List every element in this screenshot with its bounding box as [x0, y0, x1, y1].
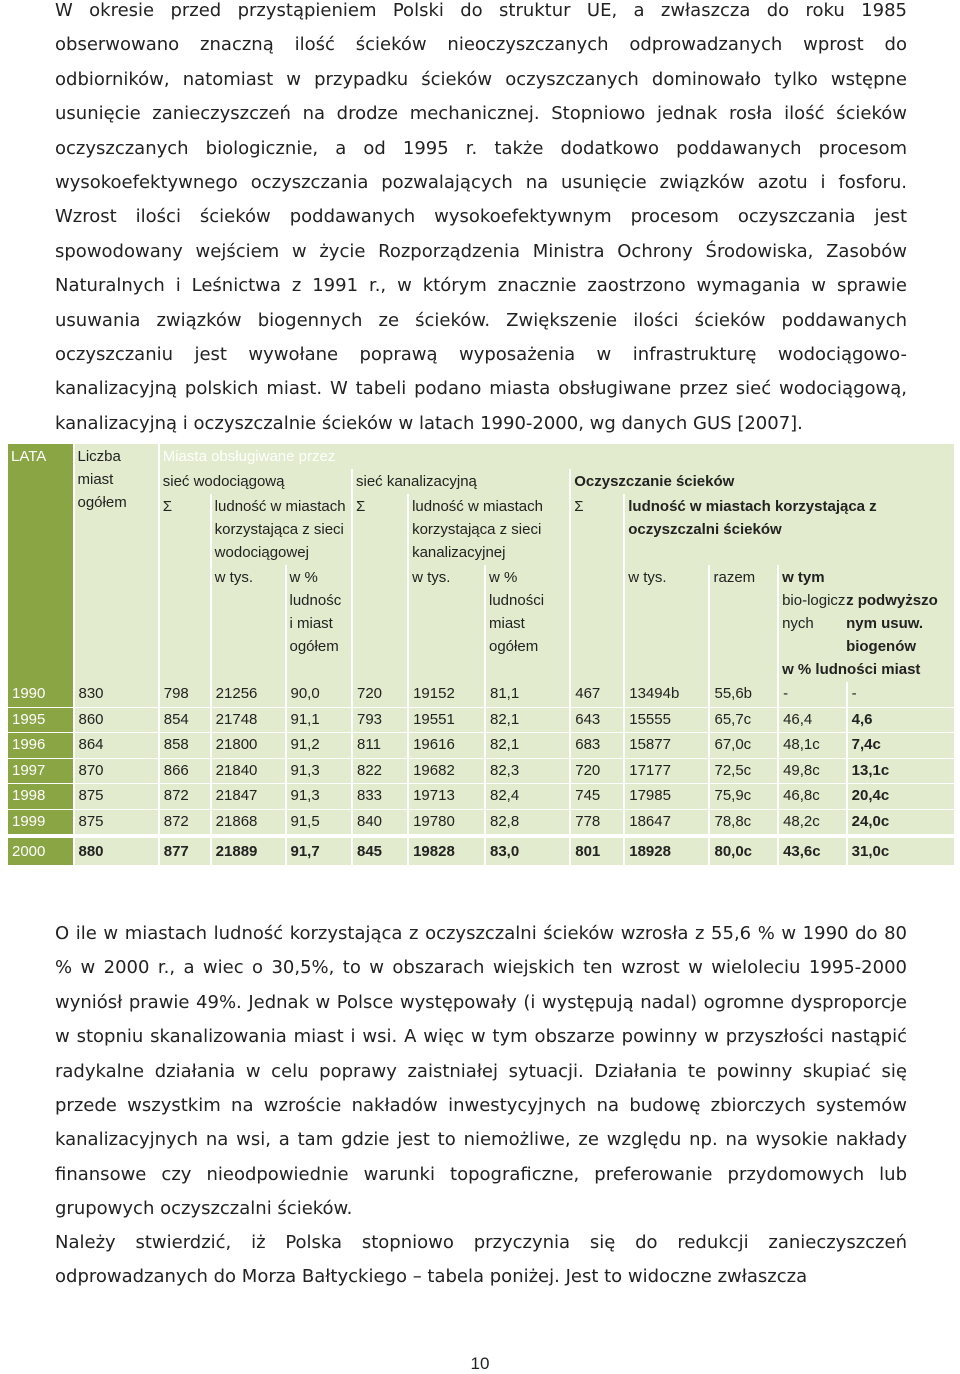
header-lata: LATA	[8, 444, 73, 682]
row-year: 1995	[8, 708, 73, 734]
table-cell: 875	[75, 810, 158, 836]
row-year: 2000	[8, 835, 73, 866]
table-cell: 21840	[212, 759, 285, 785]
table-cell: 83,0	[486, 835, 569, 866]
table-cell: 19828	[409, 835, 484, 866]
table-cell: 793	[353, 708, 407, 734]
table-cell: 18928	[625, 835, 708, 866]
table-cell: 65,7c	[710, 708, 777, 734]
table-cell: 75,9c	[710, 784, 777, 810]
table-cell: 91,7	[287, 835, 352, 866]
table-cell: 91,3	[287, 784, 352, 810]
header-liczba-miast: Liczba miast ogółem	[75, 444, 158, 682]
table-cell: 880	[75, 835, 158, 866]
paragraph-2: O ile w miastach ludność korzystająca z oczyszczalni ścieków wzrosła z 55,6 % w 1990 do 80 % w 2000 r., a wiec o 30,5%, to w obszarach wiejskich ten wzrost w wieloleciu 1995-2000 wyniósł prawie 49%. Jednak w Polsce występowały (i występują nadal) ogromne dysproporcje w stopniu skanalizowania miast i wsi. A więc w tym obszarze powinny w przyszłości nastąpić radykalne działania w celu poprawy zaistniałej sytuacji. Działania te powinny skupiać się przede wszystkim na wzroście nakładów inwestycyjnych na budowę zbiorczych systemów kanalizacyjnych na wsi, a tam gdzie jest to niemożliwe, ze względu np. na wysokie nakłady finansowe czy nieodpowiednie warunki topograficzne, preferowanie przydomowych lub grupowych oczyszczalni ścieków.	[55, 923, 907, 1220]
table-cell: 82,4	[486, 784, 569, 810]
table-cell: 798	[160, 682, 210, 708]
table-cell: 833	[353, 784, 407, 810]
table-cell: 745	[571, 784, 623, 810]
header-wtym: w tym	[782, 569, 825, 586]
header-biologicznych: bio-logicz nych	[782, 592, 846, 632]
header-siec-kanalizacyjna: sieć kanalizacyjną	[353, 469, 569, 494]
table-cell: 78,8c	[710, 810, 777, 836]
table-cell: 822	[353, 759, 407, 785]
table-cell: 46,8c	[779, 784, 846, 810]
table-cell: 19780	[409, 810, 484, 836]
table-cell: 24,0c	[848, 810, 954, 836]
table-cell: 872	[160, 784, 210, 810]
table-cell: 811	[353, 733, 407, 759]
table-cell: 19616	[409, 733, 484, 759]
table-cell: 18647	[625, 810, 708, 836]
table-cell: 840	[353, 810, 407, 836]
table-cell: 55,6b	[710, 682, 777, 708]
table-cell: 21868	[212, 810, 285, 836]
header-sigma-kan: Σ	[353, 494, 407, 682]
table-cell: 82,1	[486, 733, 569, 759]
table-cell: 80,0c	[710, 835, 777, 866]
table-cell: 49,8c	[779, 759, 846, 785]
table-cell: 643	[571, 708, 623, 734]
table-cell: 15877	[625, 733, 708, 759]
table-cell: 91,1	[287, 708, 352, 734]
header-oczyszczanie: Oczyszczanie ścieków	[571, 469, 954, 494]
table-cell: 720	[353, 682, 407, 708]
table-cell: 778	[571, 810, 623, 836]
table-cell: 82,3	[486, 759, 569, 785]
table-row	[8, 759, 954, 785]
header-miasta-obslugiwane: Miasta obsługiwane przez	[160, 444, 954, 469]
table-cell: 48,2c	[779, 810, 846, 836]
table-cell: 19152	[409, 682, 484, 708]
paragraph-3: Należy stwierdzić, iż Polska stopniowo przyczynia się do redukcji zanieczyszczeń odprowadzanych do Morza Bałtyckiego – tabela poniżej. Jest to widoczne zwłaszcza	[55, 1232, 907, 1288]
table-cell: 720	[571, 759, 623, 785]
table-cell: 43,6c	[779, 835, 846, 866]
table-cell: 845	[353, 835, 407, 866]
row-year: 1990	[8, 682, 73, 708]
table-cell: 4,6	[848, 708, 954, 734]
table-cell: 854	[160, 708, 210, 734]
table-row	[8, 708, 954, 734]
table-cell: 19682	[409, 759, 484, 785]
table-cell: 864	[75, 733, 158, 759]
table-row	[8, 835, 954, 866]
row-year: 1996	[8, 733, 73, 759]
header-sigma-wod: Σ	[160, 494, 210, 682]
table-cell: 17985	[625, 784, 708, 810]
table-cell: 830	[75, 682, 158, 708]
table-cell: -	[779, 682, 846, 708]
cities-services-table	[6, 444, 956, 866]
table-cell: 90,0	[287, 682, 352, 708]
table-row	[8, 784, 954, 810]
header-wtys-wod: w tys.	[212, 565, 285, 682]
table-cell: 21256	[212, 682, 285, 708]
header-sigma-ocz: Σ	[571, 494, 623, 682]
table-cell: 860	[75, 708, 158, 734]
table-cell: 877	[160, 835, 210, 866]
page-number: 10	[470, 1354, 490, 1373]
row-year: 1999	[8, 810, 73, 836]
table-row	[8, 733, 954, 759]
table-cell: 15555	[625, 708, 708, 734]
table-cell: 21748	[212, 708, 285, 734]
table-cell: 21800	[212, 733, 285, 759]
table-cell: 858	[160, 733, 210, 759]
table-cell: 91,2	[287, 733, 352, 759]
table-cell: 21847	[212, 784, 285, 810]
table-cell: 48,1c	[779, 733, 846, 759]
table-cell: 72,5c	[710, 759, 777, 785]
table-cell: 21889	[212, 835, 285, 866]
table-cell: 91,5	[287, 810, 352, 836]
table-cell: 20,4c	[848, 784, 954, 810]
table-cell: 67,0c	[710, 733, 777, 759]
header-ludnosc-wod: ludność w miastach korzystająca z sieci wodociągowej	[212, 494, 351, 565]
table-cell: 81,1	[486, 682, 569, 708]
row-year: 1998	[8, 784, 73, 810]
table-body	[8, 682, 954, 866]
table-cell: 91,3	[287, 759, 352, 785]
table-cell: 82,1	[486, 708, 569, 734]
header-wtys-ocz: w tys.	[625, 565, 708, 682]
header-siec-wodociagowa: sieć wodociągową	[160, 469, 351, 494]
table-cell: 46,4	[779, 708, 846, 734]
table-cell: 13494b	[625, 682, 708, 708]
row-year: 1997	[8, 759, 73, 785]
table-cell: 7,4c	[848, 733, 954, 759]
header-wtym-group	[779, 565, 954, 682]
header-pct-wod: w % ludnośc i miast ogółem	[287, 565, 352, 682]
header-razem: razem	[710, 565, 777, 682]
table-cell: 19713	[409, 784, 484, 810]
header-pct-ocz: w % ludności miast	[782, 661, 921, 678]
table-cell: -	[848, 682, 954, 708]
table-cell: 19551	[409, 708, 484, 734]
header-podwyzszonym: z podwyższo nym usuw. biogenów	[846, 592, 938, 655]
table-cell: 467	[571, 682, 623, 708]
table-row	[8, 810, 954, 836]
header-pct-kan: w % ludności miast ogółem	[486, 565, 569, 682]
table-cell: 17177	[625, 759, 708, 785]
table-cell: 875	[75, 784, 158, 810]
table-cell: 801	[571, 835, 623, 866]
table-cell: 31,0c	[848, 835, 954, 866]
table-cell: 13,1c	[848, 759, 954, 785]
header-wtys-kan: w tys.	[409, 565, 484, 682]
header-ludnosc-ocz: ludność w miastach korzystająca z oczyszczalni ścieków	[625, 494, 954, 565]
header-ludnosc-kan: ludność w miastach korzystająca z sieci kanalizacyjnej	[409, 494, 569, 565]
table-row	[8, 682, 954, 708]
table-cell: 870	[75, 759, 158, 785]
table-cell: 872	[160, 810, 210, 836]
table-cell: 82,8	[486, 810, 569, 836]
table-cell: 683	[571, 733, 623, 759]
intro-paragraph: W okresie przed przystąpieniem Polski do struktur UE, a zwłaszcza do roku 1985 obserwowano znaczną ilość ścieków nieoczyszczanych odprowadzanych wprost do odbiorników, natomiast w przypadku ścieków oczyszczanych dominowało tylko wstępne usunięcie zanieczyszczeń na drodze mechanicznej. Stopniowo jednak rosła ilość ścieków oczyszczanych biologicznie, a od 1995 r. także dodatkowo poddawanych procesom wysokoefektywnego oczyszczania pozwalających na usunięcie związków azotu i fosforu. Wzrost ilości ścieków poddawanych wysokoefektywnym procesom oczyszczania jest spowodowany wejściem w życie Rozporządzenia Ministra Ochrony Środowiska, Zasobów Naturalnych i Leśnictwa z 1991 r., w którym znacznie zaostrzono wymagania w sprawie usuwania związków biogennych ze ścieków. Zwiększenie ilości ścieków poddawanych oczyszczaniu jest wywołane poprawą wyposażenia w infrastrukturę wodociągowo-kanalizacyjną polskich miast. W tabeli podano miasta obsługiwane przez sieć wodociągową, kanalizacyjną i oczyszczalnie ścieków w latach 1990-2000, wg danych GUS [2007].	[55, 0, 907, 434]
table-cell: 866	[160, 759, 210, 785]
